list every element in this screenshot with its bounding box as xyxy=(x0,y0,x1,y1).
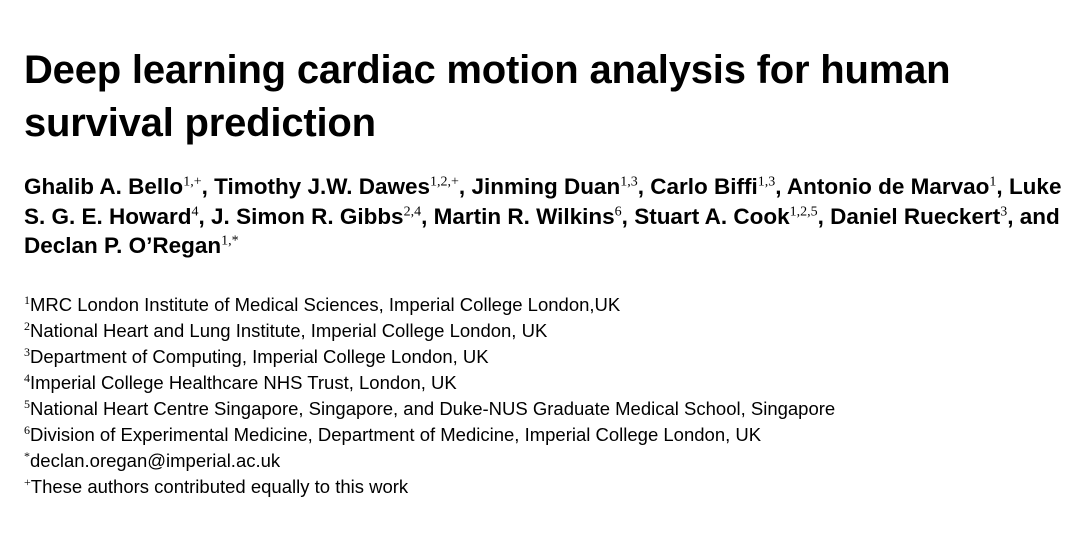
author-name: Carlo Biffi xyxy=(650,174,758,199)
author-affiliation-marks: 4 xyxy=(191,204,199,219)
affiliation-item xyxy=(24,318,835,344)
author-separator: , xyxy=(817,203,831,229)
affiliation-mark: 3 xyxy=(24,344,30,359)
author-affiliation-marks: 3 xyxy=(1000,204,1008,219)
affiliation-item xyxy=(24,448,835,474)
title-line-2: survival prediction xyxy=(24,101,376,145)
author-name: Declan P. O’Regan xyxy=(24,233,222,258)
author-affiliation-marks: 2,4 xyxy=(403,204,422,219)
affiliation-text: Department of Computing, Imperial College London, UK xyxy=(30,346,489,367)
affiliation-mark: + xyxy=(24,474,31,489)
author xyxy=(471,174,637,199)
affiliation-mark: 6 xyxy=(24,422,30,437)
author xyxy=(634,204,817,229)
author xyxy=(787,174,997,199)
affiliation-mark: * xyxy=(24,448,30,463)
author-separator: , and xyxy=(1007,203,1060,229)
author xyxy=(830,204,1007,229)
author-name: Antonio de Marvao xyxy=(786,174,990,199)
author-name: Timothy J.W. Dawes xyxy=(214,174,431,199)
affiliation-list xyxy=(24,292,835,500)
affiliation-text: National Heart and Lung Institute, Imperial College London, UK xyxy=(30,320,548,341)
author-separator: , xyxy=(421,203,434,229)
author-affiliation-marks: 1 xyxy=(989,174,997,190)
affiliation-text: National Heart Centre Singapore, Singapore, and Duke-NUS Graduate Medical School, Singapore xyxy=(30,398,836,419)
author-separator: , xyxy=(775,174,787,199)
affiliation-item xyxy=(24,422,835,448)
author-affiliation-marks: 1,3 xyxy=(757,174,776,190)
affiliation-mark: 4 xyxy=(24,370,30,385)
author-name: Martin R. Wilkins xyxy=(433,203,615,229)
author-separator: , xyxy=(621,203,635,229)
author-affiliation-marks: 1,* xyxy=(221,233,239,249)
author-name: Ghalib A. Bello xyxy=(24,174,184,199)
author-name: J. Simon R. Gibbs xyxy=(211,203,404,229)
author-affiliation-marks: 1,2,+ xyxy=(430,174,459,190)
corresponding-email[interactable]: declan.oregan@imperial.ac.uk xyxy=(30,450,281,471)
affiliation-mark: 2 xyxy=(24,318,30,333)
author xyxy=(650,174,775,199)
title-line-1: Deep learning cardiac motion analysis for human xyxy=(24,48,951,92)
affiliation-text: Imperial College Healthcare NHS Trust, London, UK xyxy=(30,372,457,393)
author-separator: , xyxy=(201,174,215,199)
author-name: Jinming Duan xyxy=(471,174,621,199)
author-name: Stuart A. Cook xyxy=(634,203,790,229)
author xyxy=(24,233,239,258)
affiliation-mark: 5 xyxy=(24,396,30,411)
author-affiliation-marks: 1,3 xyxy=(620,174,638,190)
author-separator: , xyxy=(637,174,651,199)
affiliation-text: These authors contributed equally to this work xyxy=(30,476,409,497)
affiliation-item xyxy=(24,474,835,500)
author xyxy=(214,174,459,199)
paper-title xyxy=(24,44,950,150)
author-separator: , xyxy=(996,174,1009,199)
author-name: Luke S. G. E. Howard xyxy=(24,174,1062,229)
affiliation-text: MRC London Institute of Medical Sciences, Imperial College London,UK xyxy=(30,294,621,315)
affiliation-item xyxy=(24,292,835,318)
author-affiliation-marks: 1,2,5 xyxy=(789,204,818,219)
affiliation-item xyxy=(24,344,835,370)
author-affiliation-marks: 6 xyxy=(614,204,622,219)
affiliation-item xyxy=(24,396,835,422)
affiliation-item xyxy=(24,370,835,396)
author-affiliation-marks: 1,+ xyxy=(183,174,202,190)
affiliation-text: Division of Experimental Medicine, Department of Medicine, Imperial College London, UK xyxy=(30,424,762,445)
author xyxy=(24,174,202,199)
author-list xyxy=(24,172,1064,261)
affiliation-mark: 1 xyxy=(24,292,30,307)
author-separator: , xyxy=(198,203,212,229)
author xyxy=(211,204,421,229)
author xyxy=(434,204,622,229)
author-name: Daniel Rueckert xyxy=(830,203,1001,229)
author-separator: , xyxy=(458,174,472,199)
